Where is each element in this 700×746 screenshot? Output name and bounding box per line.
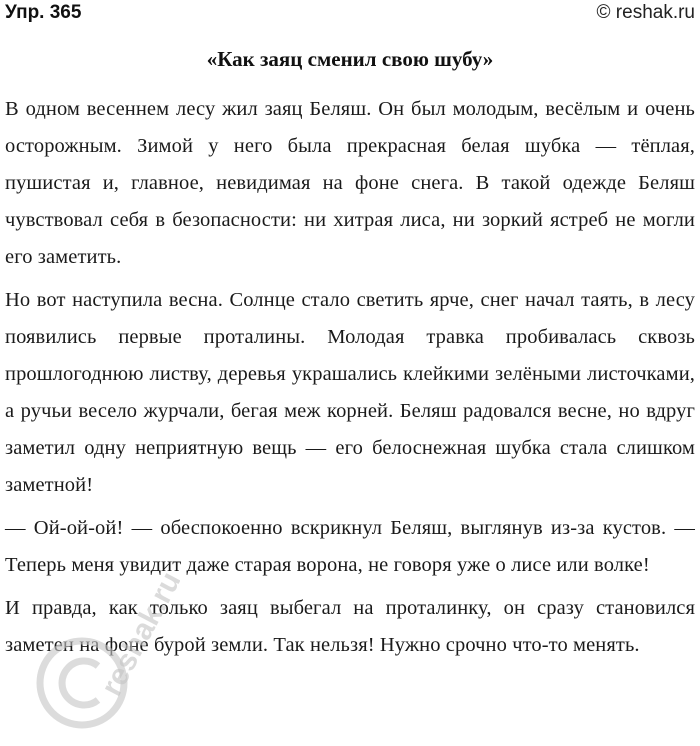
story-body xyxy=(5,91,695,670)
paragraph-4: И правда, как только заяц выбегал на проталинку, он сразу становился заметен на фоне бурой земли. Так нельзя! Нужно срочно что-то менять. xyxy=(5,597,695,656)
brand-copyright: © reshak.ru xyxy=(596,2,695,23)
watermark-text: reshak.ru xyxy=(95,566,180,702)
paragraph-2: Но вот наступила весна. Солнце стало светить ярче, снег начал таять, в лесу появились первые проталины. Молодая травка пробивалась сквозь прошлогоднюю листву, деревья украшались клейкими зелёными листочками, а ручьи весело журчали, бегая меж корней. Беляш радовался весне, но вдруг заметил одну неприятную вещь — его белоснежная шубка стала слишком заметной! xyxy=(5,289,695,496)
paragraph-3: — Ой-ой-ой! — обеспокоенно вскрикнул Беляш, выглянув из-за кустов. — Теперь меня увидит даже старая ворона, не говоря уже о лисе или волке! xyxy=(5,517,695,576)
story-title: «Как заяц сменил свою шубу» xyxy=(206,47,494,71)
paragraph-1: В одном весеннем лесу жил заяц Беляш. Он был молодым, весёлым и очень осторожным. Зимой у него была прекрасная белая шубка — тёплая, пушистая и, главное, невидимая на фоне снега. В такой одежде Беляш чувствовал себя в безопасности: ни хитрая лиса, ни зоркий ястреб не могли его заметить. xyxy=(5,98,695,268)
exercise-label: Упр. 365 xyxy=(5,2,82,23)
